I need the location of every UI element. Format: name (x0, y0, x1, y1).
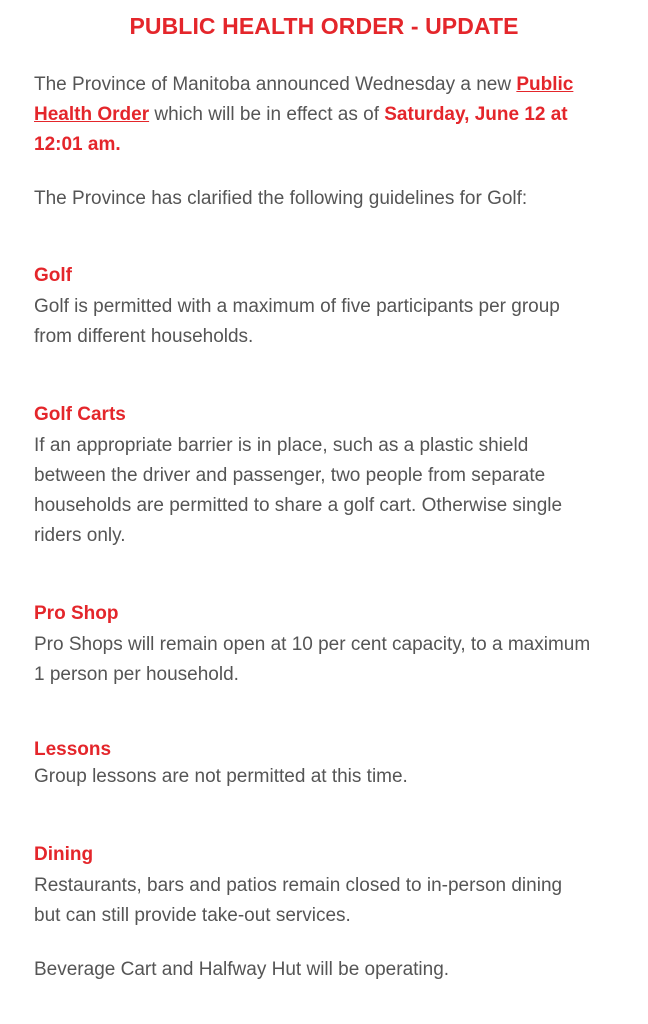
section-line: from different households. (34, 326, 254, 347)
section-line: but can still provide take-out services. (34, 905, 351, 926)
intro-text-before: The Province of Manitoba announced Wednesday a new (34, 74, 517, 95)
intro-paragraph (34, 70, 573, 160)
section-body-lessons (34, 762, 408, 792)
section-body-dining (34, 871, 562, 931)
clarified-paragraph: The Province has clarified the following guidelines for Golf: (34, 188, 528, 209)
section-heading-dining: Dining (34, 844, 94, 865)
section-heading-lessons: Lessons (34, 739, 112, 760)
intro-line-3 (34, 130, 573, 160)
section-line: riders only. (34, 525, 126, 546)
section-line: between the driver and passenger, two people from separate (34, 465, 546, 486)
intro-line-2 (34, 100, 573, 130)
section-line: Restaurants, bars and patios remain closed to in-person dining (34, 875, 563, 896)
section-line: Group lessons are not permitted at this time. (34, 766, 408, 787)
public-health-order-link[interactable]: Public (516, 74, 574, 95)
intro-text-middle: which will be in effect as of (149, 104, 385, 125)
closing-paragraph: Beverage Cart and Halfway Hut will be operating. (34, 959, 450, 980)
section-line: Pro Shops will remain open at 10 per cent capacity, to a maximum (34, 634, 591, 655)
effective-date: Saturday, June 12 at (384, 104, 568, 125)
section-body-golf-carts (34, 431, 562, 551)
section-line: households are permitted to share a golf cart. Otherwise single (34, 495, 563, 516)
section-line: Golf is permitted with a maximum of five participants per group (34, 296, 560, 317)
section-heading-pro-shop: Pro Shop (34, 603, 119, 624)
public-health-order-link-continued[interactable]: Health Order (34, 104, 150, 125)
section-line: If an appropriate barrier is in place, such as a plastic shield (34, 435, 529, 456)
section-heading-golf-carts: Golf Carts (34, 404, 126, 425)
section-body-golf (34, 292, 560, 352)
intro-line-1 (34, 70, 573, 100)
section-line: 1 person per household. (34, 664, 239, 685)
effective-time: 12:01 am. (34, 134, 121, 155)
section-heading-golf: Golf (34, 265, 72, 286)
section-body-pro-shop (34, 630, 590, 690)
page-title: PUBLIC HEALTH ORDER - UPDATE (129, 13, 519, 39)
